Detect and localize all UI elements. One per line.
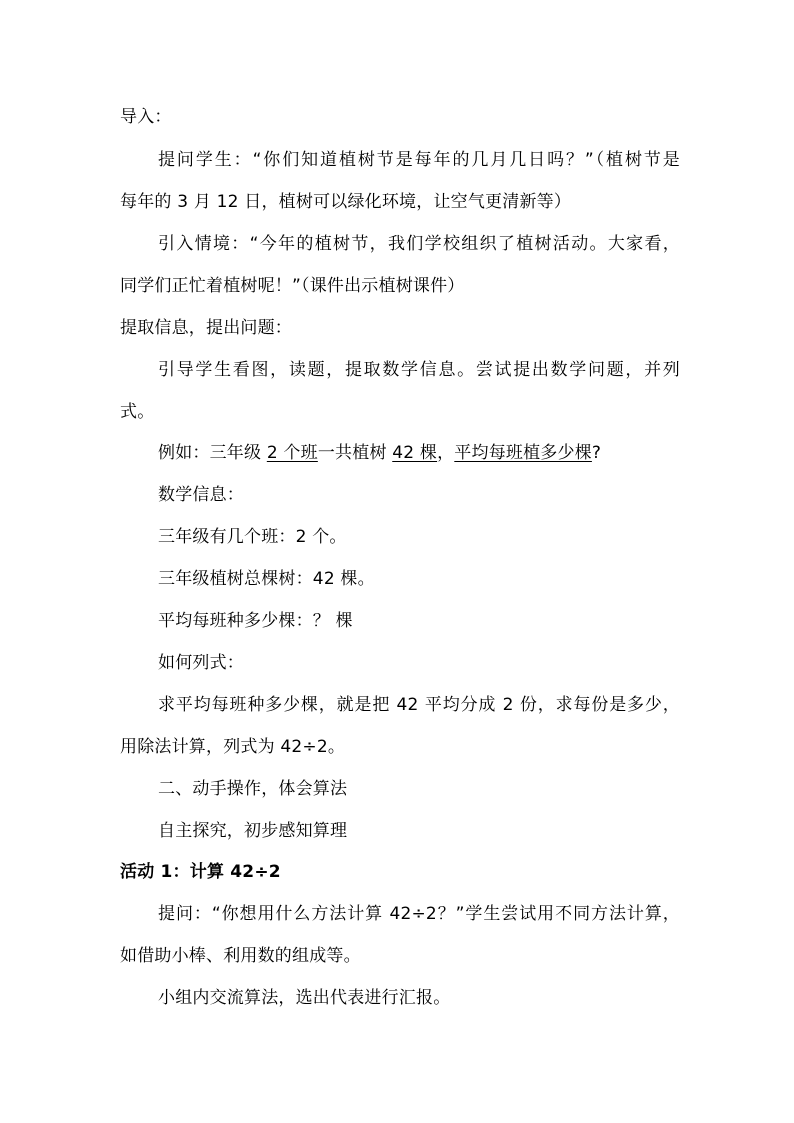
formula-line-1: 求平均每班种多少棵，就是把 42 平均分成 2 份，求每份是多少， [158,695,680,715]
scene-line-1: 引入情境：“今年的植树节，我们学校组织了植树活动。大家看， [158,234,680,254]
extract-heading: 提取信息，提出问题： [120,318,292,338]
info-per-class: 平均每班种多少棵：？ 棵 [158,611,353,631]
section-2-heading: 二、动手操作，体会算法 [158,779,348,799]
activity-1-heading: 活动 1：计算 42÷2 [120,862,281,882]
example-trees: 42 棵 [392,443,438,463]
example-mid-1: 一共植树 [317,443,393,463]
formula-line-2: 用除法计算，列式为 42÷2。 [120,737,346,757]
question-line-2: 每年的 3 月 12 日，植树可以绿化环境，让空气更清新等） [120,192,572,212]
example-mid-2: ， [437,443,455,463]
example-suffix: ? [591,443,602,463]
scene-line-2: 同学们正忙着植树呢！”（课件出示植树课件） [120,276,465,296]
explore-subheading: 自主探究，初步感知算理 [158,821,348,841]
ask-line-2: 如借助小棒、利用数的组成等。 [120,946,361,966]
guide-line-1: 引导学生看图，读题，提取数学信息。尝试提出数学问题，并列 [158,360,680,380]
group-line: 小组内交流算法，选出代表进行汇报。 [158,988,451,1008]
how-label: 如何列式： [158,653,244,673]
example-line [158,440,680,466]
ask-line-1: 提问：“你想用什么方法计算 42÷2？”学生尝试用不同方法计算， [158,904,680,924]
math-info-label: 数学信息： [158,485,244,505]
info-total-trees: 三年级植树总棵树：42 棵。 [158,569,375,589]
info-classes: 三年级有几个班：2 个。 [158,527,347,547]
guide-line-2: 式。 [120,402,155,422]
example-classes: 2 个班 [266,443,318,463]
intro-heading: 导入： [120,107,172,127]
question-line-1: 提问学生：“你们知道植树节是每年的几月几日吗？”（植树节是 [158,150,680,170]
example-question: 平均每班植多少棵 [454,443,592,463]
example-prefix: 例如：三年级 [158,443,267,463]
